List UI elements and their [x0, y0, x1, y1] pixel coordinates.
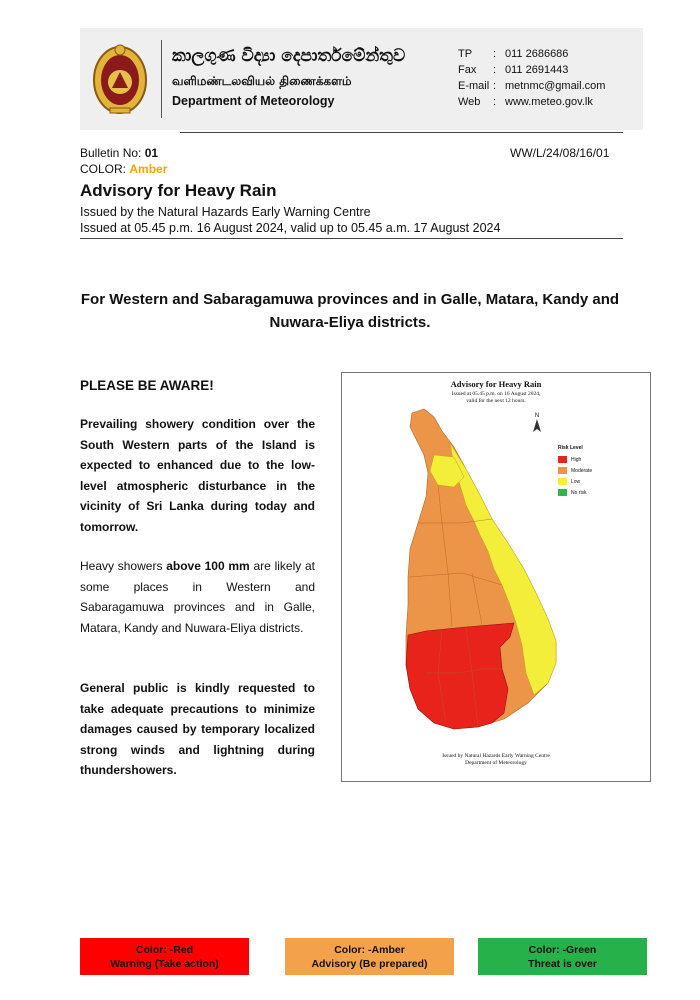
contact-block — [458, 46, 605, 110]
meta-rule — [80, 238, 623, 239]
bulletin-reference: WW/L/24/08/16/01 — [510, 146, 610, 160]
paragraph-heavy-showers: Heavy showers above 100 mm are likely at some places in Western and Sabaragamuwa provinces and in Galle, Matara, Kandy and Nuwara-Eliya districts. — [80, 559, 315, 635]
legend-item-no-risk: No risk — [558, 487, 592, 498]
map-subtitle: Issued at 05.45 p.m. on 16 August 2024, valid for the next 12 hours. — [451, 391, 541, 404]
header-rule — [180, 132, 623, 133]
legend-title: Risk Level — [558, 445, 583, 451]
map-legend — [558, 445, 592, 498]
island-high-region — [406, 623, 514, 729]
bulletin-title: Advisory for Heavy Rain — [80, 181, 277, 200]
risk-map — [341, 372, 651, 782]
bulletin-number: Bulletin No: 01 — [80, 146, 159, 160]
department-name-sinhala: කාලගුණ විද්‍යා දෙපාර්තමේන්තුව — [172, 46, 406, 66]
color-box-amber: Color: -Amber Advisory (Be prepared) — [285, 938, 454, 975]
legend-item-high: High — [558, 454, 592, 465]
sri-lanka-map — [342, 373, 650, 781]
please-be-aware: PLEASE BE AWARE! — [80, 378, 214, 393]
letterhead — [80, 28, 643, 130]
headline: For Western and Sabaragamuwa provinces and in Galle, Matara, Kandy and Nuwara-Eliya districts. — [80, 291, 620, 331]
department-name-tamil: வளிமண்டலவியல் திணைக்களம் — [172, 74, 352, 88]
contact-web[interactable]: Web : www.meteo.gov.lk — [458, 96, 593, 108]
color-box-green: Color: -Green Threat is over — [478, 938, 647, 975]
north-arrow-icon: N — [532, 413, 542, 435]
contact-email[interactable]: E-mail : metnmc@gmail.com — [458, 80, 606, 92]
paragraph-precautions: General public is kindly requested to take adequate precautions to minimize damages caused by temporary localized strong winds and lightning during thundershowers. — [80, 681, 315, 777]
department-name-english: Department of Meteorology — [172, 94, 335, 108]
contact-tp: TP : 011 2686686 — [458, 48, 569, 60]
map-footer: Issued by Natural Hazards Early Warning Centre Department of Meteorology — [442, 753, 550, 766]
government-emblem-icon — [90, 38, 150, 118]
map-title: Advisory for Heavy Rain — [450, 379, 542, 389]
bulletin-color: COLOR: Amber — [80, 162, 168, 176]
bulletin-color-value: Amber — [129, 162, 168, 176]
paragraph-condition: Prevailing showery condition over the South Western parts of the Island is expected to enhanced due to the low-level atmospheric disturbance in the vicinity of Sri Lanka during today and tomorrow. — [80, 417, 315, 534]
legend-item-moderate: Moderate — [558, 465, 592, 476]
contact-fax: Fax : 011 2691443 — [458, 64, 569, 76]
issued-by: Issued by the Natural Hazards Early Warning Centre — [80, 205, 371, 219]
issued-at: Issued at 05.45 p.m. 16 August 2024, valid up to 05.45 a.m. 17 August 2024 — [80, 221, 501, 235]
letterhead-divider — [161, 40, 162, 118]
legend-item-low: Low — [558, 476, 592, 487]
color-box-red: Color: -Red Warning (Take action) — [80, 938, 249, 975]
